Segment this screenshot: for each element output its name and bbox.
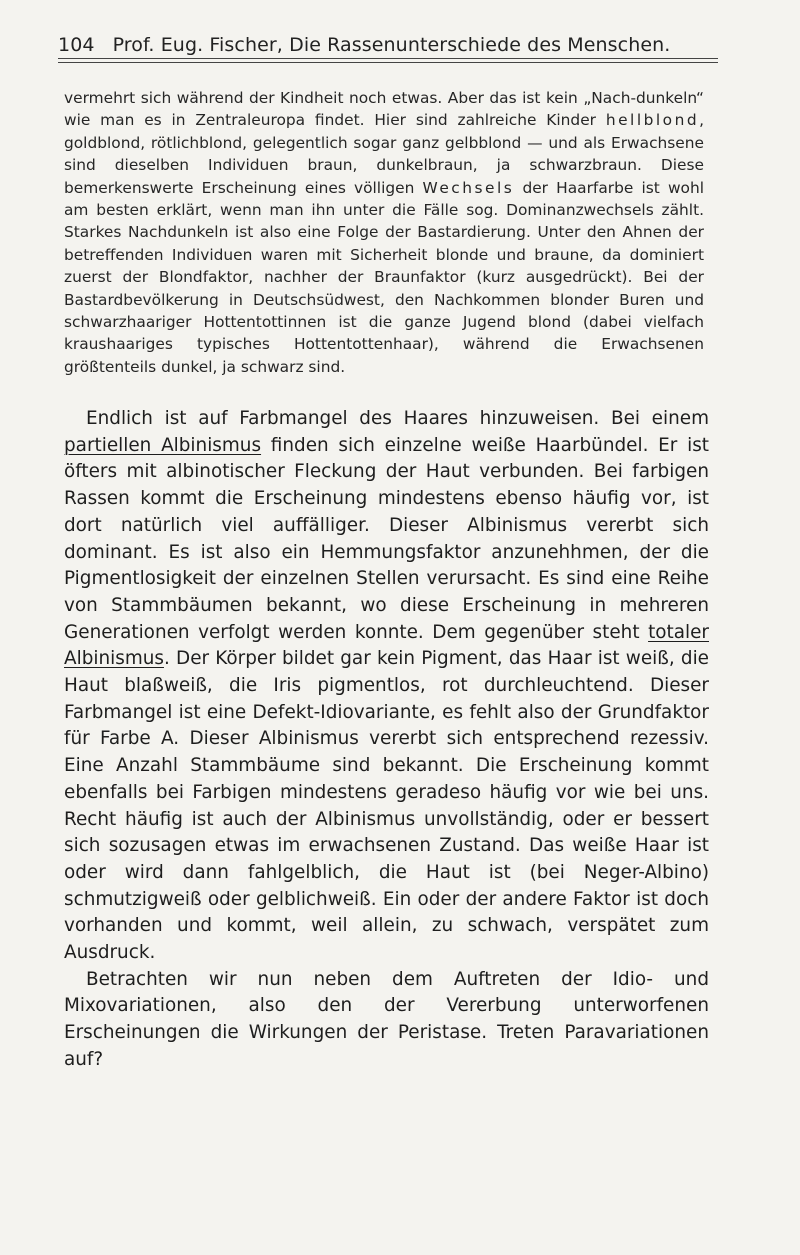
spaced-emphasis: hellblond bbox=[605, 111, 700, 130]
text-run: , goldblond, rötlichblond, gelegentlich sogar ganz gelbblond — und als Erwachsene sind dieselben Individuen braun, dunkelbraun, ja schwarzbraun. Diese bemerkenswerte Erscheinung eines völligen bbox=[64, 111, 704, 197]
text-run: der Haarfarbe ist wohl am besten erklärt, wenn man ihn unter die Fälle sog. Dominanzwechsels zählt. Starkes Nachdunkeln ist also eine Folge der Bastardierung. Unter den Ahnen der betreffenden Individuen waren mit Sicherheit blonde und braune, da dominiert zuerst der Blondfaktor, nachher der Braunfaktor (kurz ausgedrückt). Bei der Bastardbevölkerung in Deutschsüdwest, den Nachkommen blonder Buren und schwarzhaariger Hottentottinnen ist die ganze Jugend blond (dabei vielfach kraushaariges typisches Hottentottenhaar), während die Erwachsenen größtenteils dunkel, ja schwarz sind. bbox=[64, 178, 704, 376]
header-rule bbox=[58, 58, 718, 63]
spaced-emphasis: Wechsels bbox=[422, 178, 515, 197]
running-title: Prof. Eug. Fischer, Die Rassenunterschiede des Menschen. bbox=[112, 34, 671, 56]
page-header bbox=[58, 34, 718, 56]
paragraph-hair-darkening bbox=[64, 87, 704, 378]
body-text-large bbox=[64, 406, 709, 1074]
paragraph-albinism bbox=[64, 406, 709, 967]
paragraph-peristase: Betrachten wir nun neben dem Auftreten der Idio- und Mixovariationen, also den der Vererbung unterworfenen Erscheinungen die Wirkungen der Peristase. Treten Paravariationen auf? bbox=[64, 968, 709, 1070]
text-run: Endlich ist auf Farbmangel des Haares hinzuweisen. Bei einem bbox=[86, 408, 709, 429]
underlined-term: totaler Albinismus bbox=[64, 621, 709, 670]
text-run: finden sich einzelne weiße Haarbündel. Er ist öfters mit albinotischer Fleckung der Haut verbunden. Bei farbigen Rassen kommt die Erscheinung mindestens ebenso häufig vor, ist dort natürlich viel auffälliger. Dieser Albinismus vererbt sich dominant. Es ist also ein Hemmungsfaktor anzunehhmen, der die Pigmentlosigkeit der einzelnen Stellen verursacht. Es sind eine Reihe von Stammbäumen bekannt, wo diese Erscheinung in mehreren Generationen verfolgt werden konnte. Dem gegenüber steht bbox=[64, 434, 709, 643]
page-number: 104 bbox=[58, 34, 95, 56]
underlined-term: partiellen Albinismus bbox=[64, 434, 262, 456]
body-text-small bbox=[64, 87, 704, 378]
text-run: vermehrt sich während der Kindheit noch etwas. Aber das ist kein „Nach-dunkeln“ wie man es in Zentraleuropa findet. Hier sind zahlreiche Kinder bbox=[64, 89, 704, 130]
text-run: . Der Körper bildet gar kein Pigment, das Haar ist weiß, die Haut blaßweiß, die Iris pigmentlos, rot durchleuchtend. Dieser Farbmangel ist eine Defekt-Idiovariante, es fehlt also der Grundfaktor für Farbe A. Dieser Albinismus vererbt sich entsprechend rezessiv. Eine Anzahl Stammbäume sind bekannt. Die Erscheinung kommt ebenfalls bei Farbigen mindestens geradeso häufig vor wie bei uns. Recht häufig ist auch der Albinismus unvollständig, oder er bessert sich sozusagen etwas im erwachsenen Zustand. Das weiße Haar ist oder wird dann fahlgelblich, die Haut ist (bei Neger-Albino) schmutzigweiß oder gelblichweiß. Ein oder der andere Faktor ist doch vorhanden und kommt, weil allein, zu schwach, verspätet zum Ausdruck. bbox=[64, 648, 709, 964]
